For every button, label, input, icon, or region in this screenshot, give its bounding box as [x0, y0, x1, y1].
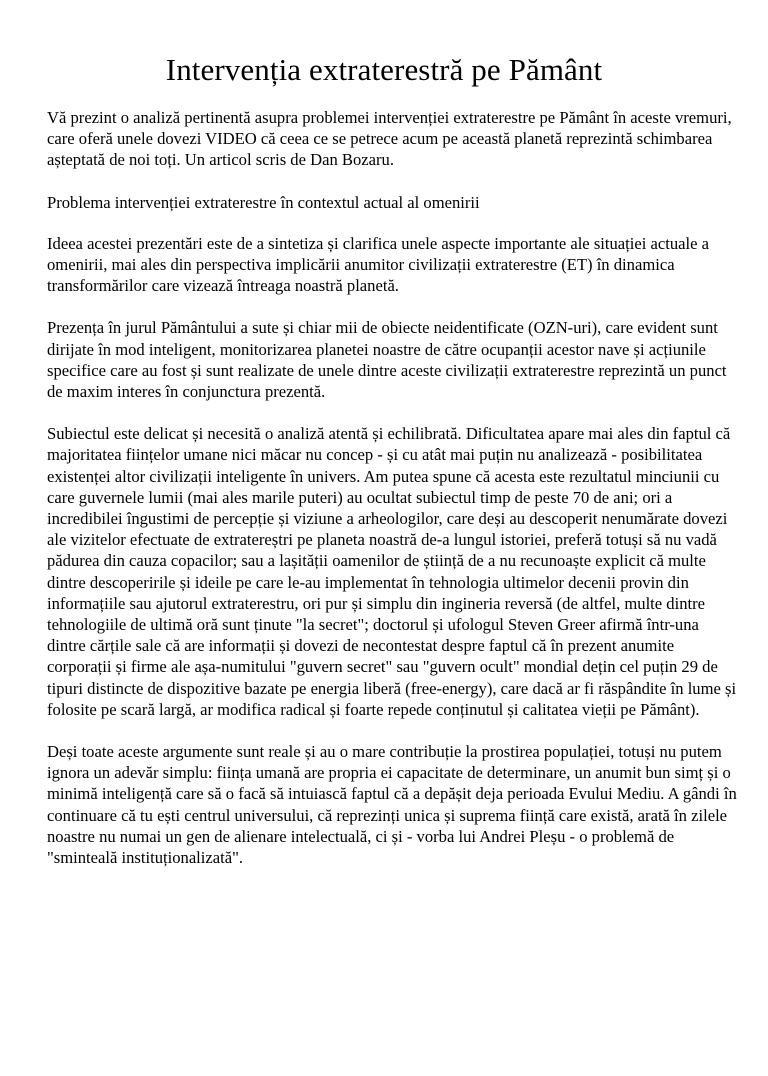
paragraph-arguments: Deși toate aceste argumente sunt reale și au o mare contribuție la prostirea populației, totuși nu putem ignora un adevăr simplu: ființa umană are propria ei capacitate de determinare, un anumit bun simț și o minimă inteligență care să o facă să intuiască faptul că a depășit deja perioada Evului Mediu. A gândi în continuare că tu ești centrul universului, că reprezinți unica și suprema ființă care există, arată în zilele noastre nu numai un gen de alienare intelectuală, ci și - vorba lui Andrei Pleșu - o problemă de "sminteală instituționalizată". [47, 742, 737, 868]
paragraph-subject: Subiectul este delicat și necesită o analiză atentă și echilibrată. Dificultatea apare mai ales din faptul că majoritatea ființelor umane nici măcar nu concep - și cu atât mai puțin nu analizează - posibilitatea existenței altor civilizații inteligente în univers. Am putea spune că acesta este rezultatul minciunii cu care guvernele lumii (mai ales marile puteri) au ocultat subiectul timp de peste 70 de ani; ori a incredibilei îngustimi de percepție și viziune a arheologilor, care deși au descoperit nenumărate dovezi ale vizitelor efectuate de extratereștri pe planeta noastră de-a lungul istoriei, preferă totuși să nu vadă pădurea din cauza copacilor; sau a lașității oamenilor de știință de a nu recunoaște explicit că multe dintre descoperirile și ideile pe care le-au implementat în tehnologia ultimelor decenii provin din informațiile sau ajutorul extraterestru, ori pur și simplu din ingineria reversă (de altfel, multe dintre tehnologiile de ultimă oră sunt ținute "la secret"; doctorul și ufologul Steven Greer afirmă într-una dintre cărțile sale că are informații și dovezi de necontestat despre faptul că în prezent anumite corporații și firme ale așa-numitului "guvern secret" sau "guvern ocult" mondial dețin cel puțin 29 de tipuri distincte de dispozitive bazate pe energia liberă (free-energy), care dacă ar fi răspândite în lume și folosite pe scară largă, ar modifica radical și foarte repede conținutul și calitatea vieții pe Pământ). [47, 424, 737, 719]
paragraph-idea: Ideea acestei prezentări este de a sintetiza și clarifica unele aspecte importante ale situației actuale a omenirii, mai ales din perspectiva implicării anumitor civilizații extraterestre (ET) în dinamica transformărilor care vizează întreaga noastră planetă. [47, 233, 709, 296]
paragraph-presence: Prezența în jurul Pământului a sute și chiar mii de obiecte neidentificate (OZN-uri), care evident sunt dirijate în mod inteligent, monitorizarea planetei noastre de către ocupanții acestor nave și acțiunile specifice care au fost și sunt realizate de unele dintre aceste civilizații extraterestre reprezintă un punct de maxim interes în conjunctura prezentă. [47, 318, 727, 402]
intro-paragraph: Vă prezint o analiză pertinentă asupra problemei intervenției extraterestre pe Pământ în aceste vremuri, care oferă unele dovezi VIDEO că ceea ce se petrece acum pe această planetă reprezintă schimbarea așteptată de noi toți. Un articol scris de Dan Bozaru. [47, 108, 732, 170]
page-title: Intervenția extraterestră pe Pământ [165, 52, 603, 87]
document-page [0, 52, 768, 1076]
section-heading: Problema intervenției extraterestre în contextul actual al omenirii [47, 192, 480, 212]
article-body [47, 107, 737, 868]
